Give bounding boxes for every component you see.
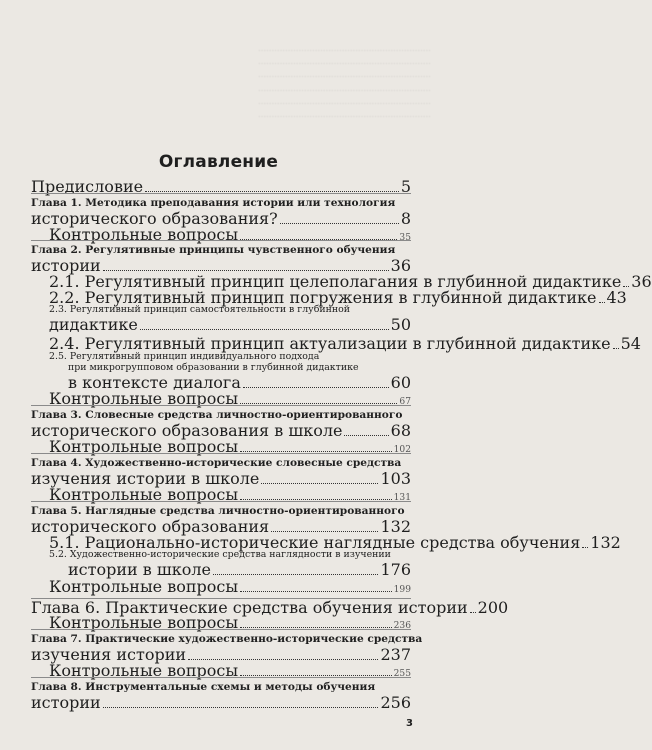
leader-dots [140,329,389,330]
toc-entry-chapter-2[interactable] [31,244,411,275]
entry-title-line: Глава 1. Методика преподавания истории или технология [31,197,396,209]
entry-title-line: Глава 8. Инструментальные схемы и методы обучения [31,681,376,693]
entry-title-line: 5.2. Художественно-исторические средства наглядности в изучении [49,549,391,560]
page-title: Оглавление [158,152,279,172]
page-ref: 54 [620,334,641,353]
page-ref: 67 [399,397,411,407]
toc-entry-section-2-3[interactable] [49,304,411,334]
entry-title-line: изучения истории в школе [31,469,260,488]
entry-title-line: исторического образования в школе [31,421,343,440]
leader-dots [613,348,619,349]
entry-title-line: дидактике [49,315,138,334]
leader-dots [103,707,379,708]
leader-dots [470,612,476,613]
entry-title: Предисловие [31,177,144,196]
leader-dots [213,574,378,575]
page-ref: 236 [393,621,411,631]
page-number: 3 [406,718,413,729]
entry-title-line: при микрогрупповом образовании в глубинной дидактике [68,362,359,373]
divider [31,501,411,502]
divider [31,240,411,241]
page-ref: 132 [380,517,411,536]
leader-dots [599,302,605,303]
leader-dots [103,270,389,271]
divider [31,598,411,599]
entry-title: Глава 6. Практические средства обучения истории [31,598,468,617]
leader-dots [240,675,392,676]
page-ref: 60 [390,373,411,392]
leader-dots [240,499,392,500]
page-ref: 43 [606,288,627,307]
leader-dots [240,403,397,404]
entry-title-line: Глава 2. Регулятивные принципы чувственного обучения [31,244,396,256]
leader-dots [344,435,388,436]
toc-entry-review-questions[interactable] [49,577,411,596]
page-ref: 256 [380,693,411,712]
entry-title: Контрольные вопросы [49,577,239,596]
toc-entry-chapter-5[interactable] [31,505,411,536]
entry-title: Контрольные вопросы [49,437,239,456]
divider [31,405,411,406]
divider [31,453,411,454]
entry-title: Контрольные вопросы [49,225,239,244]
page-ref: 36 [390,256,411,275]
entry-title: Контрольные вопросы [49,613,239,632]
leader-dots [623,286,629,287]
entry-title: 2.1. Регулятивный принцип целеполагания в глубинной дидактике [49,272,622,291]
page-ref: 35 [399,233,411,243]
entry-title-line: в контексте диалога [68,373,241,392]
entry-title-line: изучения истории [31,645,187,664]
entry-title-line: Глава 4. Художественно-исторические словесные средства [31,457,402,469]
leader-dots [243,387,389,388]
leader-dots [240,627,392,628]
entry-title-line: 2.3. Регулятивный принцип самостоятельности в глубинной [49,304,350,315]
entry-title-line: Глава 5. Наглядные средства личностно-ориентированного [31,505,405,517]
bleed-through-text: ................................................................ ................................................................ ................................................................ ................................................................ ................................................................ ................................................................ [258,44,431,120]
page-ref: 50 [390,315,411,334]
page-ref: 8 [400,209,411,228]
page-ref: 36 [631,272,652,291]
entry-title-line: истории [31,256,101,275]
divider [31,629,411,630]
page-ref: 255 [393,669,411,679]
entry-title-line: истории [31,693,101,712]
entry-title: 5.1. Рационально-исторические наглядные средства обучения [49,533,581,552]
leader-dots [145,191,399,192]
page-ref: 237 [380,645,411,664]
toc-entry-section-5-2[interactable] [49,549,411,579]
leader-dots [261,483,378,484]
toc-entry-chapter-4[interactable] [31,457,411,488]
leader-dots [240,451,392,452]
toc-entry-chapter-3[interactable] [31,409,411,440]
leader-dots [271,531,378,532]
toc-entry-review-questions[interactable] [49,225,411,244]
entry-title-line: Глава 3. Словесные средства личностно-ориентированного [31,409,403,421]
entry-title: 2.2. Регулятивный принцип погружения в глубинной дидактике [49,288,597,307]
entry-title-line: истории в школе [68,560,211,579]
page-ref: 5 [400,177,411,196]
entry-title-line: 2.5. Регулятивный принцип индивидуального подхода [49,351,320,362]
entry-title: Контрольные вопросы [49,485,239,504]
page-ref: 103 [380,469,411,488]
toc-entry-section-2-5[interactable] [49,351,411,392]
page-ref: 131 [393,493,411,503]
leader-dots [188,659,378,660]
divider [31,193,411,194]
page-ref: 68 [390,421,411,440]
leader-dots [240,591,392,592]
entry-title-line: Глава 7. Практические художественно-исторические средства [31,633,423,645]
page-ref: 200 [477,598,509,617]
page-ref: 132 [590,533,621,552]
toc-entry-chapter-1[interactable] [31,197,411,228]
page-ref: 176 [380,560,411,579]
leader-dots [280,223,399,224]
entry-title-line: исторического образования [31,517,270,536]
entry-title: Контрольные вопросы [49,661,239,680]
page-ref: 102 [393,445,411,455]
toc-entry-chapter-8[interactable] [31,681,411,712]
entry-title: Контрольные вопросы [49,389,239,408]
divider [31,677,411,678]
entry-title: 2.4. Регулятивный принцип актуализации в глубинной дидактике [49,334,611,353]
page-ref: 199 [393,585,411,595]
leader-dots [582,547,588,548]
toc-entry-chapter-7[interactable] [31,633,423,664]
entry-title-line: исторического образования? [31,209,278,228]
